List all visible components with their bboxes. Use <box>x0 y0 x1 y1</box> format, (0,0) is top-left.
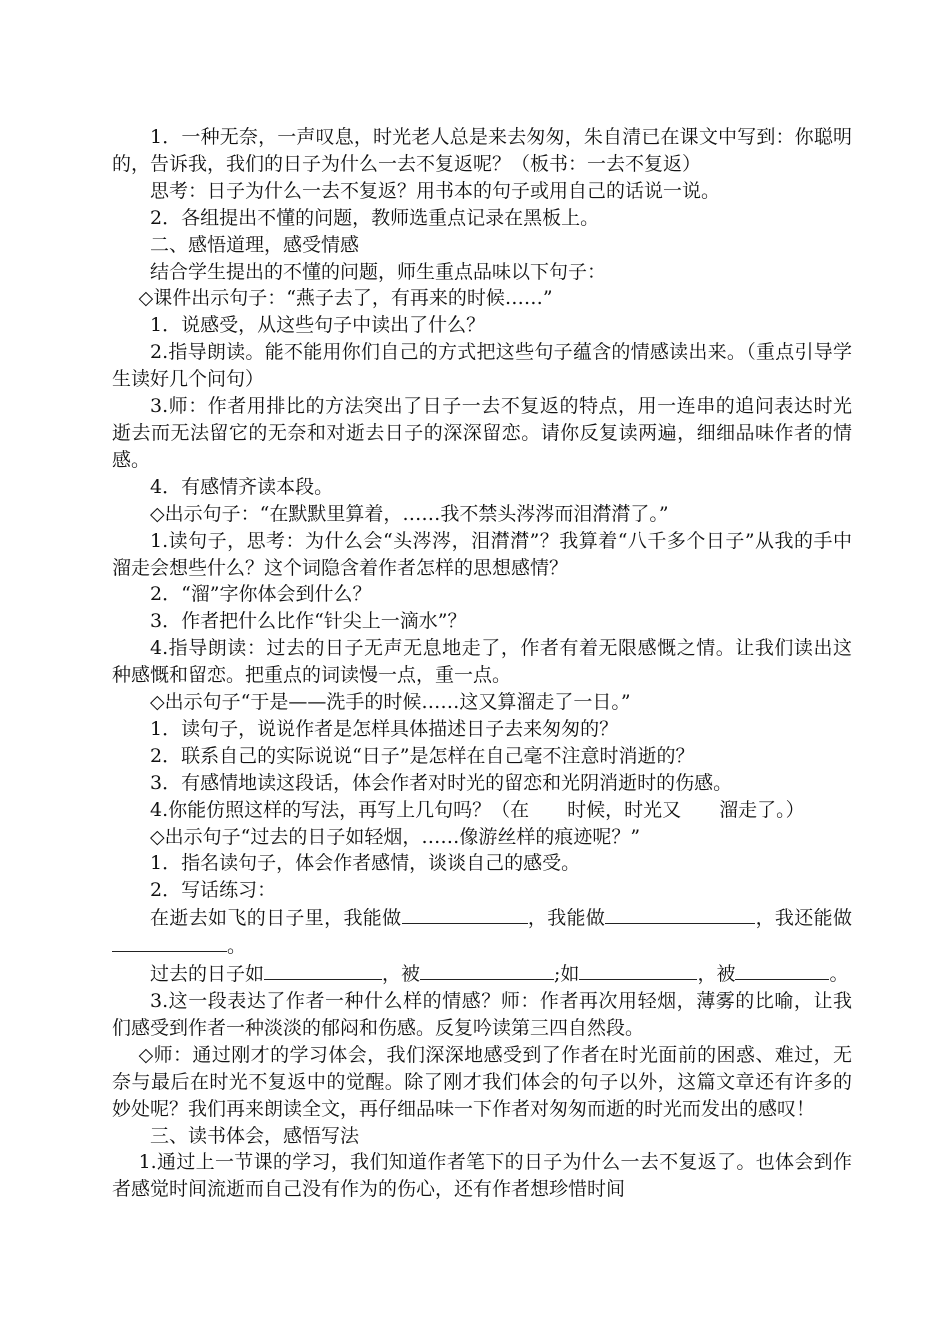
fill-blank <box>579 960 697 980</box>
fill-text: ，被 <box>697 963 736 986</box>
fill-text: ;如 <box>554 963 580 986</box>
paragraph: 3．作者把什么比作“针尖上一滴水”？ <box>150 610 467 633</box>
paragraph: 3．有感情地读这段话，体会作者对时光的留恋和光阴消逝时的伤感。 <box>150 771 733 794</box>
fill-text: 。 <box>829 963 849 986</box>
paragraph: 4.指导朗读：过去的日子无声无息地走了，作者有着无限感慨之情。让我们读出这种感慨和留恋。把重点的词读慢一点，重一点。 <box>112 637 852 687</box>
fill-in-exercise-1 <box>112 904 852 960</box>
fill-text: ，被 <box>382 963 421 986</box>
paragraph: 3.师：作者用排比的方法突出了日子一去不复返的特点，用一连串的追问表达时光逝去而无法留它的无奈和对逝去日子的深深留恋。请你反复读两遍，细细品味作者的情感。 <box>112 395 852 471</box>
paragraph: 2.指导朗读。能不能用你们自己的方式把这些句子蕴含的情感读出来。（重点引导学生读好几个问句） <box>112 341 852 391</box>
paragraph: 1.读句子，思考：为什么会“头涔涔，泪潸潸”？我算着“八千多个日子”从我的手中溜走会想些什么？这个词隐含着作者怎样的思想感情？ <box>112 529 852 579</box>
paragraph: ◇课件出示句子：“燕子去了，有再来的时候……” <box>138 287 553 310</box>
paragraph: 2．各组提出不懂的问题，教师选重点记录在黑板上。 <box>150 206 600 229</box>
section-heading: 二、感悟道理，感受情感 <box>150 233 360 256</box>
paragraph: ◇出示句子“过去的日子如轻烟，……像游丝样的痕迹呢？” <box>150 825 641 848</box>
paragraph: 1．说感受，从这些句子中读出了什么？ <box>150 314 486 337</box>
paragraph: ◇出示句子“于是——洗手的时候……这又算溜走了一日。” <box>150 691 631 714</box>
paragraph: 3.这一段表达了作者一种什么样的情感？师：作者再次用轻烟，薄雾的比喻，让我们感受到作者一种淡淡的郁闷和伤感。反复吟读第三四自然段。 <box>112 990 852 1039</box>
fill-text: ，我能做 <box>527 907 606 930</box>
paragraph: 2．联系自己的实际说说“日子”是怎样在自己毫不注意时消逝的？ <box>150 744 695 767</box>
paragraph: 结合学生提出的不懂的问题，师生重点品味以下句子： <box>150 260 607 283</box>
paragraph: 思考：日子为什么一去不复返？用书本的句子或用自己的话说一说。 <box>150 179 721 202</box>
fill-blank <box>402 904 528 924</box>
paragraph: 2．写话练习： <box>150 879 277 902</box>
paragraph: ◇师：通过刚才的学习体会，我们深深地感受到了作者在时光面前的困惑、难过，无奈与最后在时光不复返中的觉醒。除了刚才我们体会的句子以外，这篇文章还有许多的妙处呢？我们再来朗读全文，再仔细品味一下作者对匆匆而逝的时光而发出的感叹！ <box>112 1043 852 1120</box>
fill-blank <box>112 932 227 952</box>
paragraph: 1.通过上一节课的学习，我们知道作者笔下的日子为什么一去不复返了。也体会到作者感觉时间流逝而自己没有作为的伤心，还有作者想珍惜时间 <box>112 1151 852 1201</box>
section-heading: 三、读书体会，感悟写法 <box>150 1124 360 1147</box>
paragraph: 4.你能仿照这样的写法，再写上几句吗？（在 时候，时光又 溜走了。） <box>150 798 805 821</box>
fill-blank <box>735 960 829 980</box>
fill-text: 过去的日子如 <box>150 963 265 986</box>
fill-text: 。 <box>227 935 247 958</box>
paragraph: 1．一种无奈，一声叹息，时光老人总是来去匆匆，朱自清已在课文中写到：你聪明的，告诉我，我们的日子为什么一去不复返呢？（板书：一去不复返） <box>112 126 852 175</box>
paragraph: 2．“溜”字你体会到什么？ <box>150 583 372 606</box>
fill-blank <box>420 960 554 980</box>
paragraph: 1．读句子，说说作者是怎样具体描述日子去来匆匆的？ <box>150 717 619 740</box>
fill-blank <box>264 960 382 980</box>
lesson-plan-text <box>112 124 852 1203</box>
fill-text: 在逝去如飞的日子里，我能做 <box>150 907 402 930</box>
paragraph: 1．指名读句子，体会作者感情，谈谈自己的感受。 <box>150 852 581 875</box>
fill-blank <box>605 904 755 924</box>
fill-text: ，我还能做 <box>755 907 852 930</box>
fill-in-exercise-2 <box>112 960 852 988</box>
paragraph: 4．有感情齐读本段。 <box>150 475 334 498</box>
paragraph: ◇出示句子：“在默默里算着，……我不禁头涔涔而泪潸潸了。” <box>150 502 669 525</box>
